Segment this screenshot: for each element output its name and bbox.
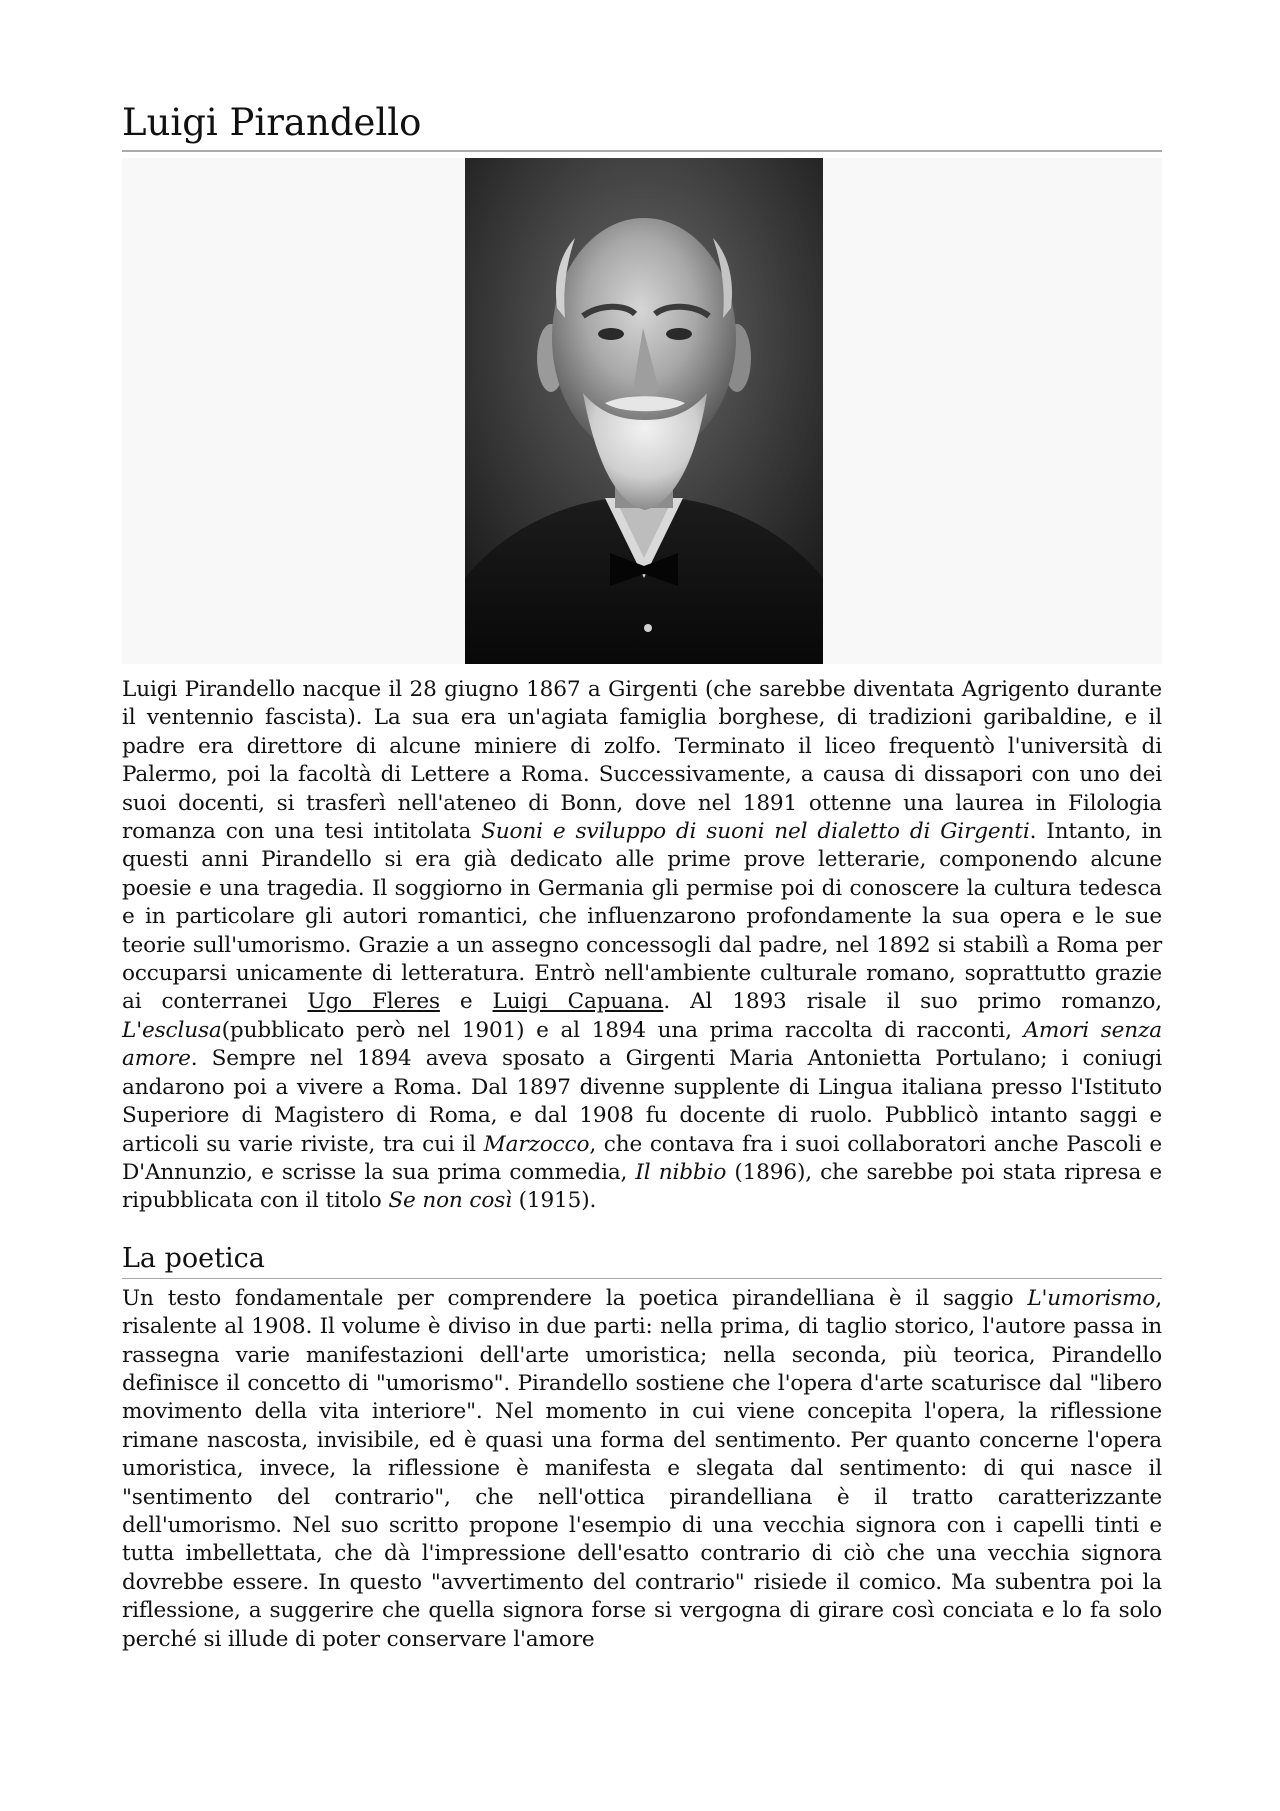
text-run: Luigi Pirandello nacque il 28 giugno 1867 a Girgenti (che sarebbe diventata Agrigento durante il ventennio fascista). La sua era un'agiata famiglia borghese, di tradizioni garibaldine, e il padre era direttore di alcune miniere di zolfo. Terminato il liceo frequentò l'università di Palermo, poi la facoltà di Lettere a Roma. Successivamente, a causa di dissapori con uno dei suoi docenti, si trasferì nell'ateneo di Bonn, dove nel 1891 ottenne una laurea in Filologia romanza con una tesi intitolata — [122, 677, 1162, 845]
text-run: , che contava fra i suoi collaboratori anche Pascoli e D'Annunzio, e scrisse la sua prima commedia, — [122, 1131, 1162, 1185]
work-title: Marzocco — [483, 1131, 590, 1157]
poetica-paragraph — [122, 1285, 1162, 1654]
text-run: (1915). — [511, 1188, 597, 1214]
work-title: Amori senza amore — [122, 1017, 1162, 1072]
work-title: Se non così — [388, 1188, 512, 1214]
thesis-title: Suoni e sviluppo di suoni nel dialetto di Girgenti — [481, 819, 1030, 845]
text-run: e — [439, 989, 493, 1015]
section-heading-la-poetica: La poetica — [122, 1242, 1162, 1279]
page-title: Luigi Pirandello — [122, 98, 1162, 152]
text-run: Un testo fondamentale per comprendere la poetica pirandelliana è il saggio — [122, 1285, 1028, 1311]
biography-paragraph — [122, 676, 1162, 1216]
text-run: . Intanto, in questi anni Pirandello si era già dedicato alle prime prove letterarie, componendo alcune poesie e una tragedia. Il soggiorno in Germania gli permise poi di conoscere la cultura tedesca e in particolare gli autori romantici, che influenzarono profondamente la sua opera e le sue teorie sull'umorismo. Grazie a un assegno concessogli dal padre, nel 1892 si stabilì a Roma per occuparsi unicamente di letteratura. Entrò nell'ambiente culturale romano, soprattutto grazie ai conterranei — [122, 819, 1162, 1015]
text-run: . Sempre nel 1894 aveva sposato a Girgenti Maria Antonietta Portulano; i coniugi andarono poi a vivere a Roma. Dal 1897 divenne supplente di Lingua italiana presso l'Istituto Superiore di Magistero di Roma, e dal 1908 fu docente di ruolo. Pubblicò intanto saggi e articoli su varie riviste, tra cui il — [122, 1046, 1162, 1157]
portrait-photo — [465, 158, 823, 664]
link-ugo-fleres[interactable]: Ugo Fleres — [307, 989, 440, 1015]
work-title: L'umorismo — [1027, 1285, 1156, 1311]
work-title: Il nibbio — [635, 1159, 727, 1185]
text-run: . Al 1893 risale il suo primo romanzo, — [663, 989, 1162, 1015]
work-title: L'esclusa — [122, 1017, 222, 1043]
text-run: (1896), che sarebbe poi stata ripresa e ripubblicata con il titolo — [122, 1159, 1162, 1214]
text-run: , risalente al 1908. Il volume è diviso in due parti: nella prima, di taglio storico, l'autore passa in rassegna varie manifestazioni dell'arte umoristica; nella seconda, più teorica, Pirandello definisce il concetto di "umorismo". Pirandello sostiene che l'opera d'arte scaturisce dal "libero movimento della vita interiore". Nel momento in cui viene concepita l'opera, la riflessione rimane nascosta, invisibile, ed è quasi una forma del sentimento. Per quanto concerne l'opera umoristica, invece, la riflessione è manifesta e slegata dal sentimento: di qui nasce il "sentimento del contrario", che nell'ottica pirandelliana è il tratto caratterizzante dell'umorismo. Nel suo scritto propone l'esempio di una vecchia signora con i capelli tinti e tutta imbellettata, che dà l'impressione dell'esatto contrario di ciò che una vecchia signora dovrebbe essere. In questo "avvertimento del contrario" risiede il comico. Ma subentra poi la riflessione, a suggerire che quella signora forse si vergogna di girare così conciata e lo fa solo perché si illude di poter conservare l'amore — [122, 1285, 1162, 1652]
article — [122, 98, 1162, 1654]
text-run: (pubblicato però nel 1901) e al 1894 una prima raccolta di racconti, — [221, 1017, 1024, 1043]
portrait-figure — [122, 158, 1162, 664]
link-luigi-capuana[interactable]: Luigi Capuana — [492, 989, 664, 1015]
